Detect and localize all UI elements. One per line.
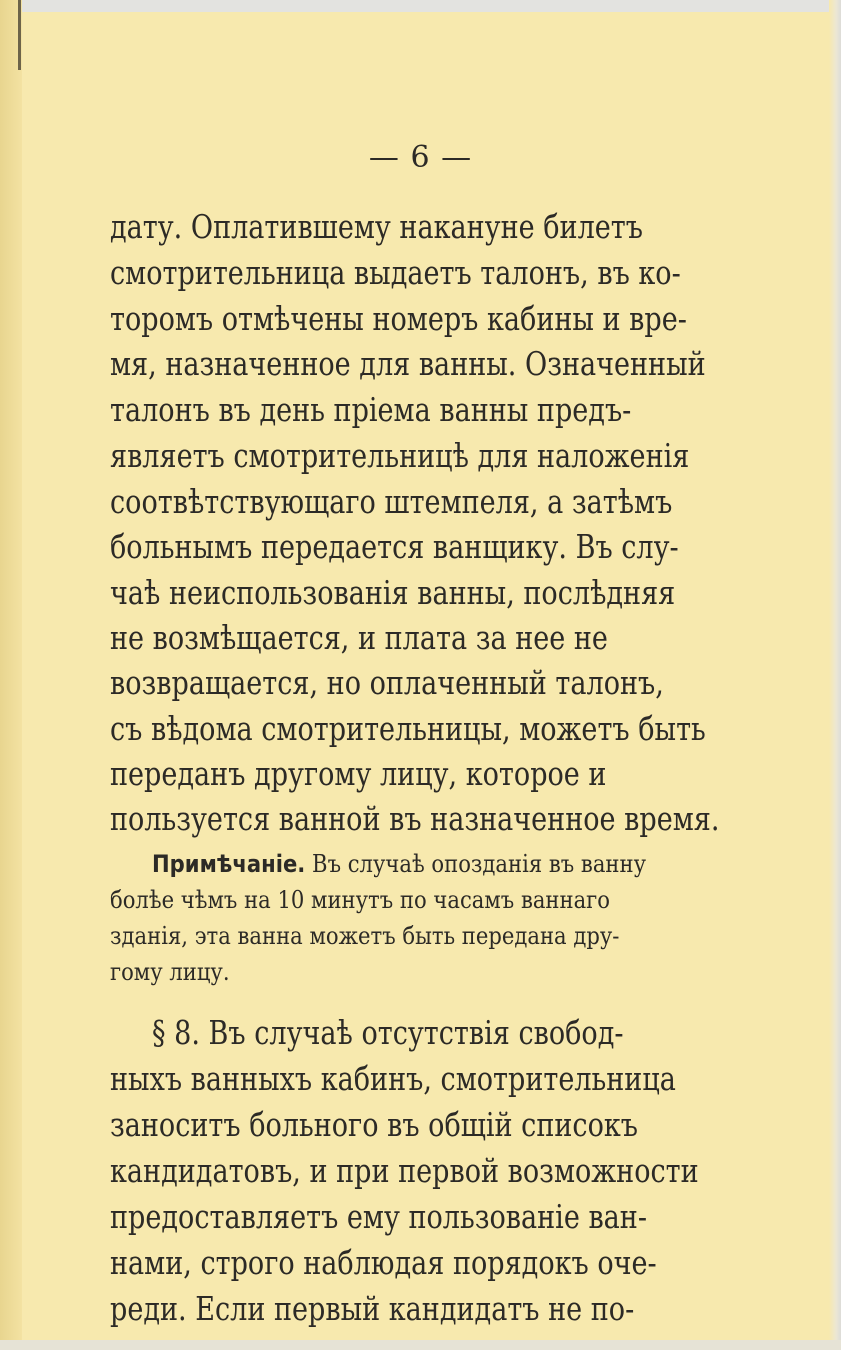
paragraph-line: пользуется ванной въ назначенное время. [110, 799, 720, 838]
page-right-edge [829, 0, 841, 1350]
paragraph-line: мя, назначенное для ванны. Означенный [110, 344, 706, 383]
paragraph-line: съ вѣдома смотрительницы, можетъ быть [110, 709, 706, 748]
paragraph-line: торомъ отмѣчены номеръ кабины и вре- [110, 299, 687, 338]
section-8-line: предоставляетъ ему пользованіе ван- [110, 1197, 647, 1236]
section-8-line: реди. Если первый кандидатъ не по- [110, 1289, 635, 1328]
section-8-line: ныхъ ванныхъ кабинъ, смотрительница [110, 1059, 676, 1098]
paragraph-line: возвращается, но оплаченный талонъ, [110, 663, 664, 702]
scan-top-margin [0, 0, 841, 12]
paragraph-line: переданъ другому лицу, которое и [110, 754, 607, 793]
paragraph-line: больнымъ передается ванщику. Въ слу- [110, 527, 679, 566]
paragraph-line: смотрительница выдаетъ талонъ, въ ко- [110, 253, 681, 292]
page-crease-mark [18, 0, 21, 70]
paragraph-line: не возмѣщается, и плата за нее не [110, 618, 608, 657]
paragraph-line: являетъ смотрительницѣ для наложенія [110, 436, 690, 475]
note-line: гому лицу. [110, 958, 230, 986]
section-8-line: § 8. Въ случаѣ отсутствія свобод- [152, 1013, 624, 1052]
page-number: — 6 — [368, 140, 473, 175]
paragraph-line: чаѣ неиспользованія ванны, послѣдняя [110, 573, 676, 612]
note-label: Примѣчаніе. [152, 850, 306, 878]
note-line: болѣе чѣмъ на 10 минутъ по часамъ ваннаго [110, 886, 610, 914]
section-8-line: кандидатовъ, и при первой возможности [110, 1151, 699, 1190]
note-first-line [152, 848, 728, 880]
note-line: зданія, эта ванна можетъ быть передана дру- [110, 922, 620, 950]
note-line: Въ случаѣ опозданія въ ванну [312, 850, 646, 878]
section-8-line: заноситъ больного въ общій списокъ [110, 1105, 638, 1144]
page-bottom-edge [0, 1340, 841, 1350]
page-left-edge [0, 0, 22, 1350]
paragraph-line: талонъ въ день пріема ванны предъ- [110, 390, 632, 429]
section-8-line: нами, строго наблюдая порядокъ оче- [110, 1243, 657, 1282]
paragraph-line: соотвѣтствующаго штемпеля, а затѣмъ [110, 482, 673, 521]
paragraph-line: дату. Оплатившему накануне билетъ [110, 207, 643, 246]
